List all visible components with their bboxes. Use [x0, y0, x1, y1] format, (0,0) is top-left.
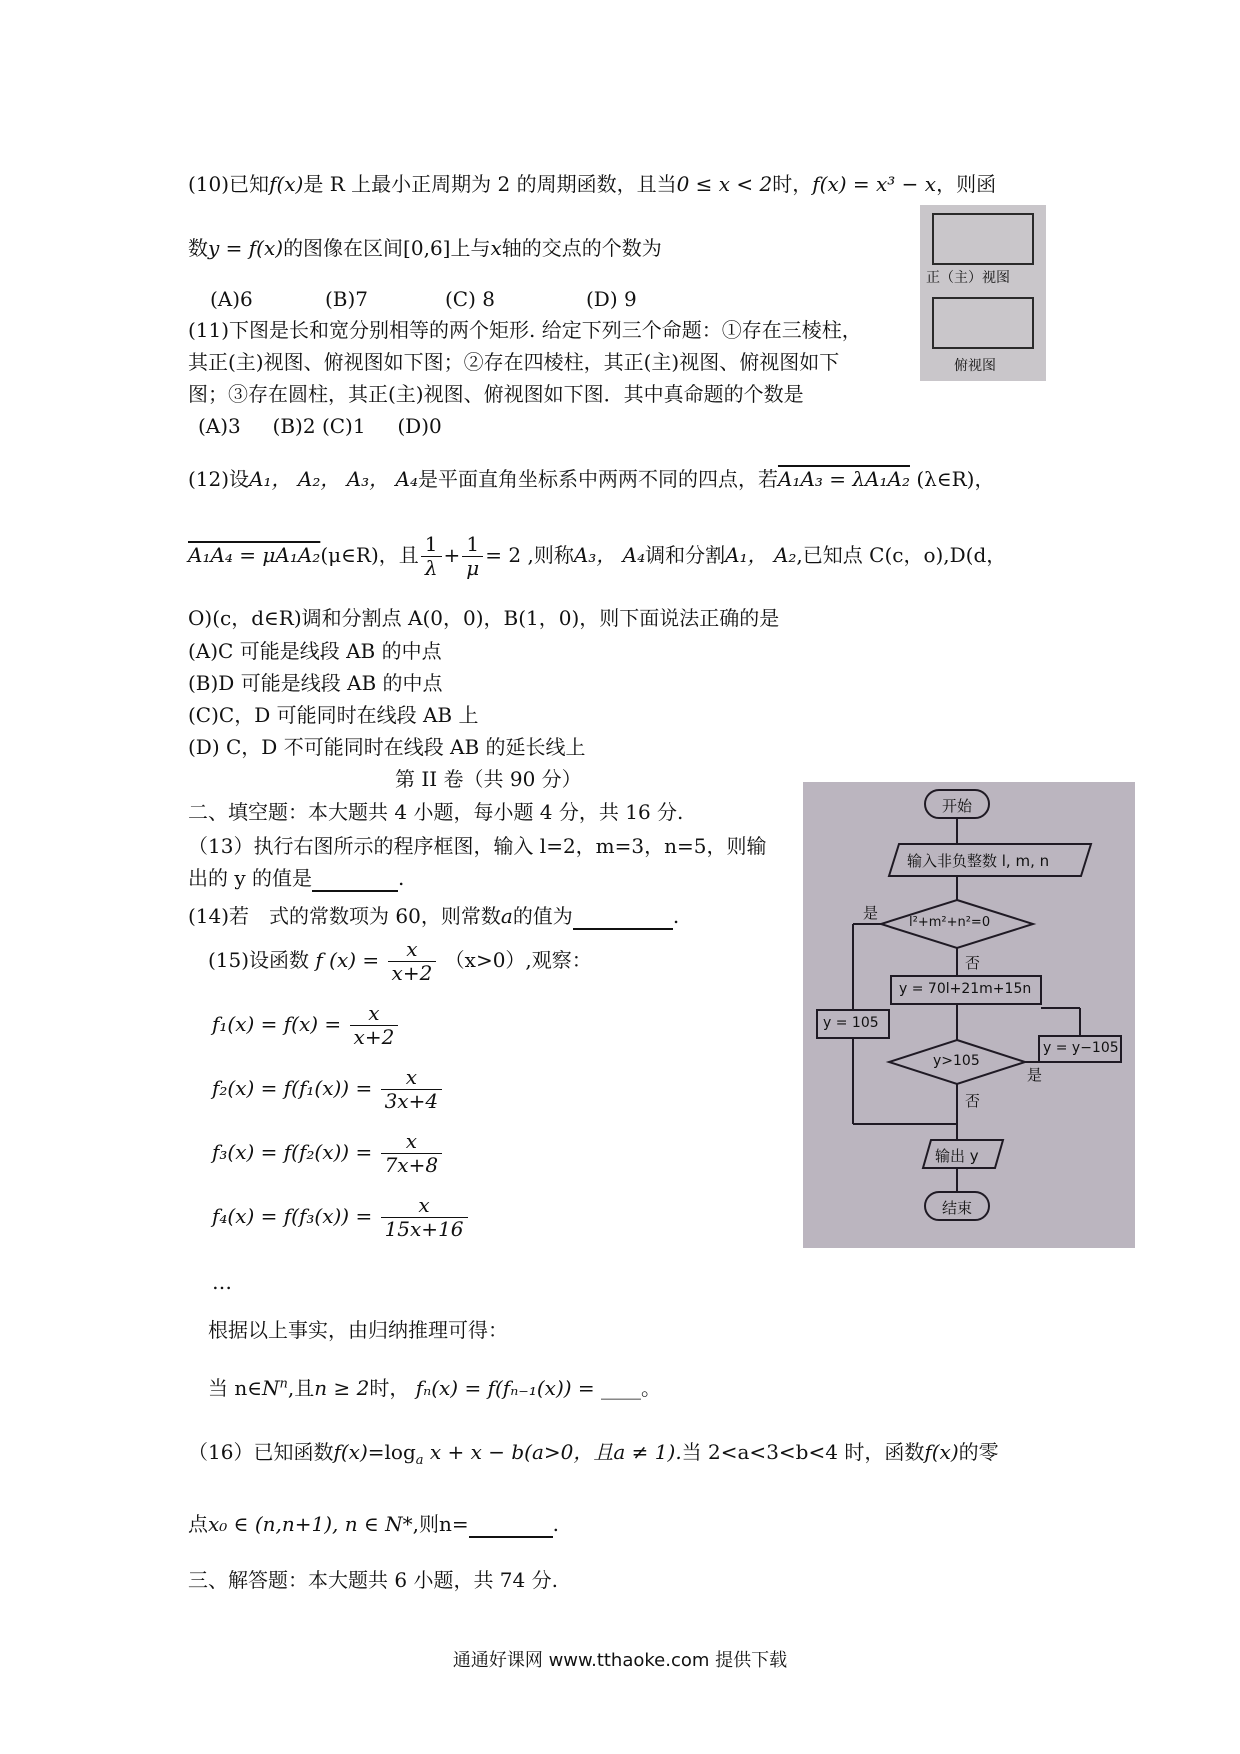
q15-intro: (15)设函数 f (x) = $\frac{x}{x+2}$ （x>0）,观察： — [208, 937, 592, 985]
q15-induction: 根据以上事实，由归纳推理可得： — [208, 1318, 508, 1342]
q15-f4-lhs: f₄(x) = f(f₃(x)) = — [212, 1204, 373, 1228]
flow-no2: 否 — [965, 1092, 981, 1110]
part2-title: 第 II 卷（共 90 分） — [395, 767, 582, 791]
q16-text: ,则n= — [412, 1512, 469, 1536]
three-view-figure — [920, 205, 1046, 381]
flowchart-figure — [803, 782, 1135, 1248]
flow-output: 输出 y — [935, 1147, 979, 1165]
q15-answer-blank: ____。 — [601, 1376, 662, 1400]
q10-yfx: y = f(x) — [208, 236, 284, 260]
q16-fx: f(x) — [333, 1440, 368, 1464]
q10-option-b: (B)7 — [325, 287, 369, 311]
q15-fn: fₙ(x) = f(fₙ₋₁(x)) = — [415, 1376, 595, 1400]
q10-cond: 0 ≤ x < 2 — [676, 172, 773, 196]
q15-text: 时， — [369, 1376, 410, 1400]
q12-a3a4: A₃， A₄ — [573, 543, 646, 567]
q10-text: ，则函 — [936, 172, 997, 196]
q16-text: 当 2<a<3<b<4 时，函数 — [681, 1440, 925, 1464]
q16-text: 的零 — [958, 1440, 999, 1464]
q15-f1-fraction: $\frac{x}{x+2}$ — [350, 1002, 399, 1049]
part2-section: 二、填空题：本大题共 4 小题，每小题 4 分，共 16 分. — [188, 800, 684, 824]
q12-text: (μ∈R)，且 — [320, 543, 419, 567]
q10-text: 的图像在区间[0,6]上与 — [283, 236, 491, 260]
q16-end: . — [552, 1512, 559, 1536]
q15-f3 — [212, 1130, 444, 1177]
part3-section: 三、解答题：本大题共 6 小题，共 74 分. — [188, 1568, 558, 1592]
q12-vector1: A₁A₃ = λA₁A₂ — [777, 467, 910, 491]
q10-line2 — [188, 236, 662, 260]
q14-line — [188, 904, 679, 930]
flow-calc: y = 70l+21m+15n — [899, 981, 1032, 997]
q13-end: . — [398, 866, 405, 890]
q13-line1: （13）执行右图所示的程序框图，输入 l=2，m=3，n=5，则输 — [188, 834, 767, 858]
q16-answer-blank — [469, 1512, 553, 1538]
flow-cond2: y>105 — [933, 1053, 980, 1069]
q10-option-a: (A)6 — [210, 287, 253, 311]
q12-vector2: A₁A₄ = μA₁A₂ — [188, 543, 321, 567]
q15-f2 — [212, 1066, 444, 1113]
top-view-label: 俯视图 — [954, 358, 996, 374]
q12-option-d: (D) C，D 不可能同时在线段 AB 的延长线上 — [188, 735, 586, 759]
q15-text: ,且 — [287, 1376, 315, 1400]
q15-f4-fraction: $\frac{x}{15x+16}$ — [381, 1194, 468, 1241]
q15-f3-fraction: $\frac{x}{7x+8}$ — [381, 1130, 443, 1177]
flow-end: 结束 — [942, 1199, 973, 1217]
q12-option-c: (C)C，D 可能同时在线段 AB 上 — [188, 703, 479, 727]
q14-text: (14)若 式的常数项为 60，则常数 — [188, 904, 501, 928]
q15-f4 — [212, 1194, 470, 1241]
q16-fx: f(x) — [924, 1440, 959, 1464]
q15-text: (15)设函数 — [208, 948, 310, 972]
q10-text: 是 R 上最小正周期为 2 的周期函数，且当 — [303, 172, 677, 196]
q12-line2: A₁A₄ = μA₁A₂(μ∈R)，且 $\frac{1}{\lambda}$ + $\frac{1}{\mu}$ = 2 ,则称A₃， A₄调和分割A₁， A₂,已知点 C(c，o),D(d， — [188, 532, 1007, 580]
q15-cond: n ≥ 2 — [314, 1376, 370, 1400]
page-footer: 通通好课网 www.tthaoke.com 提供下载 — [452, 1650, 788, 1671]
q13-line2 — [188, 866, 404, 892]
q16-line2 — [188, 1512, 559, 1538]
q10-x: x — [490, 236, 502, 260]
q10-text: 时， — [772, 172, 813, 196]
q16-text: （16）已知函数 — [188, 1440, 334, 1464]
q15-f3-lhs: f₃(x) = f(f₂(x)) = — [212, 1140, 373, 1164]
front-view-label: 正（主）视图 — [926, 270, 1010, 286]
flow-no1: 否 — [965, 954, 981, 972]
front-view-rectangle — [932, 213, 1034, 265]
q14-text: 的值为 — [512, 904, 573, 928]
flow-yes2: 是 — [1027, 1066, 1043, 1084]
q12-a1a2: A₁， A₂ — [725, 543, 797, 567]
flow-assign105: y = 105 — [823, 1015, 879, 1031]
q13-text: 出的 y 的值是 — [188, 866, 313, 890]
q16-def: x + x − b(a>0，且a ≠ 1). — [429, 1440, 682, 1464]
q15-def-fraction: $\frac{x}{x+2}$ — [388, 938, 437, 985]
flow-yes1: 是 — [863, 904, 879, 922]
q10-fx: f(x) — [269, 172, 304, 196]
q15-f1-lhs: f₁(x) = f(x) = — [212, 1012, 342, 1036]
q14-end: . — [672, 904, 680, 928]
q10-option-d: (D) 9 — [586, 287, 637, 311]
flow-minus: y = y−105 — [1043, 1040, 1119, 1056]
one-over-mu: $\frac{1}{\mu}$ — [462, 533, 483, 580]
q12-points: A₁， A₂， A₃， A₄ — [249, 467, 418, 491]
q10-fdef: f(x) = x³ − x — [812, 172, 937, 196]
q12-text: 是平面直角坐标系中两两不同的四点，若 — [417, 467, 778, 491]
one-over-lambda: $\frac{1}{\lambda}$ — [421, 533, 442, 580]
q13-answer-blank — [312, 866, 398, 892]
q11-line3: 图；③存在圆柱，其正(主)视图、俯视图如下图．其中真命题的个数是 — [188, 382, 804, 406]
q12-text: ,已知点 C(c，o),D(d， — [796, 543, 1007, 567]
q10-text: 轴的交点的个数为 — [501, 236, 662, 260]
q12-text: 调和分割 — [645, 543, 726, 567]
q12-line3: O)(c，d∈R)调和分割点 A(0，0)，B(1，0)，则下面说法正确的是 — [188, 606, 780, 630]
q12-text: (12)设 — [188, 467, 250, 491]
q16-line1: （16）已知函数$f(x)=\log_a$ x + x − b(a>0，且a ≠ 1).当 2<a<3<b<4 时，函数f(x)的零 — [188, 1440, 999, 1468]
q15-ellipsis: … — [212, 1270, 232, 1294]
q15-f2-lhs: f₂(x) = f(f₁(x)) = — [212, 1076, 373, 1100]
q10-text: 数 — [188, 236, 208, 260]
q10-text: (10)已知 — [188, 172, 270, 196]
q10-line1 — [188, 172, 996, 196]
top-view-rectangle — [932, 297, 1034, 349]
q11-options: (A)3 (B)2 (C)1 (D)0 — [198, 414, 442, 438]
q12-text: (λ∈R)， — [916, 467, 995, 491]
q12-option-b: (B)D 可能是线段 AB 的中点 — [188, 671, 443, 695]
q11-line1: (11)下图是长和宽分别相等的两个矩形. 给定下列三个命题：①存在三棱柱， — [188, 318, 862, 342]
q15-f1 — [212, 1002, 400, 1049]
q15-f2-fraction: $\frac{x}{3x+4}$ — [381, 1066, 443, 1113]
q15-text: （x>0）,观察： — [444, 948, 592, 972]
q12-text: = 2 ,则称 — [485, 543, 574, 567]
q16-text: =log — [367, 1440, 416, 1464]
flow-start: 开始 — [942, 797, 973, 815]
q16-zero: x₀ ∈ (n,n+1), n ∈ N* — [208, 1512, 413, 1536]
q14-answer-blank — [573, 904, 673, 930]
q12-line1 — [188, 467, 995, 491]
flow-input: 输入非负整数 l, m, n — [907, 852, 1050, 870]
q14-a: a — [500, 904, 513, 928]
q10-option-c: (C) 8 — [445, 287, 495, 311]
q12-option-a: (A)C 可能是线段 AB 的中点 — [188, 639, 442, 663]
q15-conclusion: 当 $n\in N^n$,且n ≥ 2时， fₙ(x) = f(fₙ₋₁(x)) = ____。 — [208, 1376, 662, 1400]
q16-text: 点 — [188, 1512, 208, 1536]
flow-cond1: l²+m²+n²=0 — [909, 915, 991, 930]
q15-text: 当 n∈ — [208, 1376, 263, 1400]
q11-line2: 其正(主)视图、俯视图如下图；②存在四棱柱，其正(主)视图、俯视图如下 — [188, 350, 840, 374]
